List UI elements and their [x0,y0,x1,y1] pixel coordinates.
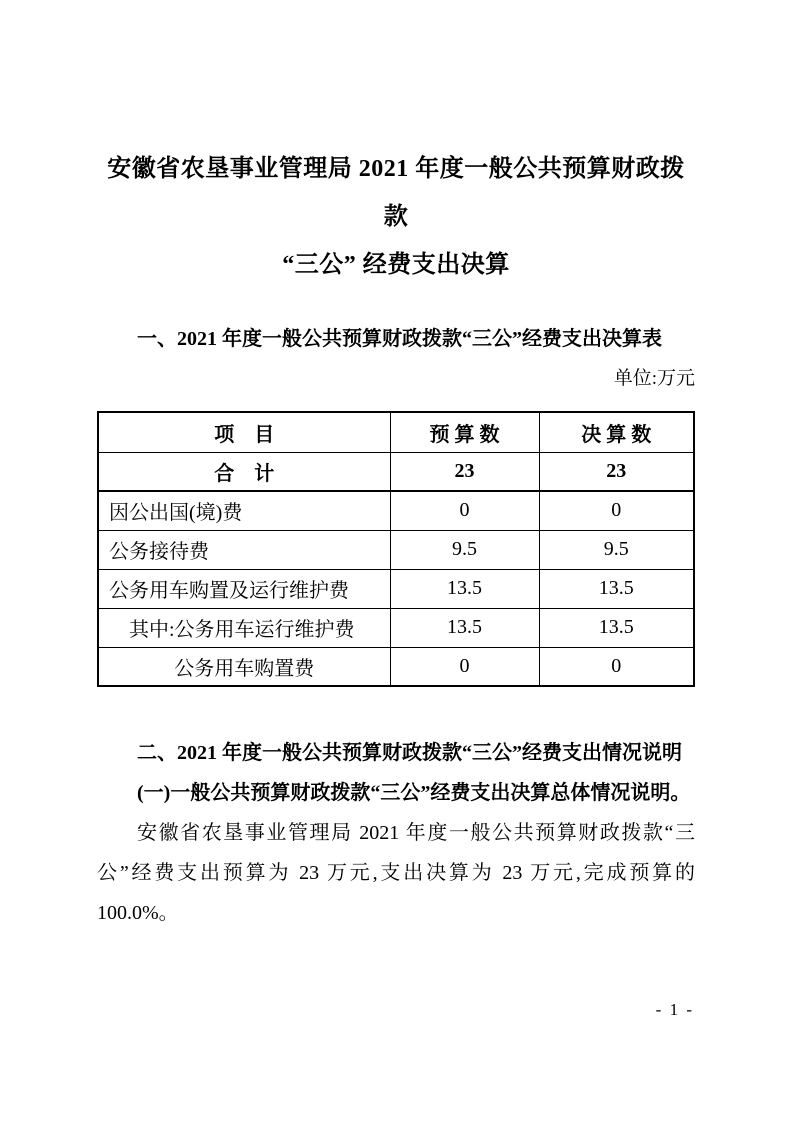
cell-budget: 0 [390,647,539,686]
cell-item: 公务接待费 [98,530,390,569]
cell-item: 公务用车购置费 [98,647,390,686]
column-header-item: 项 目 [98,412,390,452]
cell-final: 23 [539,452,694,491]
section-one-heading: 一、2021 年度一般公共预算财政拨款“三公”经费支出决算表 [137,328,662,350]
cell-budget: 0 [390,491,539,530]
unit-label: 单位:万元 [613,368,695,389]
table-row-vehicle-total-fee [98,569,694,608]
table-row-abroad-fee [98,491,694,530]
table-row-vehicle-operation-fee [98,608,694,647]
table-row-vehicle-purchase-fee [98,647,694,686]
cell-final: 13.5 [539,569,694,608]
cell-budget: 13.5 [390,608,539,647]
cell-final: 0 [539,647,694,686]
cell-item: 因公出国(境)费 [98,491,390,530]
section-two-heading: 二、2021 年度一般公共预算财政拨款“三公”经费支出情况说明 [137,742,682,764]
cell-final: 13.5 [539,608,694,647]
document-title-line2: “三公” 经费支出决算 [282,252,510,278]
cell-budget: 13.5 [390,569,539,608]
column-header-budget: 预 算 数 [390,412,539,452]
table-row-reception-fee [98,530,694,569]
document-title [97,145,695,289]
column-header-final: 决 算 数 [539,412,694,452]
cell-budget: 9.5 [390,530,539,569]
cell-item: 公务用车购置及运行维护费 [98,569,390,608]
cell-budget: 23 [390,452,539,491]
three-public-expenditure-table [97,411,695,687]
table-header-row [98,412,694,452]
cell-final: 9.5 [539,530,694,569]
document-title-line1: 安徽省农垦事业管理局 2021 年度一般公共预算财政拨款 [107,156,685,230]
summary-paragraph: 安徽省农垦事业管理局 2021 年度一般公共预算财政拨款“三公”经费支出预算为 23 万元,支出决算为 23 万元,完成预算的 100.0%。 [97,822,695,924]
cell-final: 0 [539,491,694,530]
cell-item: 合 计 [98,452,390,491]
cell-item: 其中:公务用车运行维护费 [98,608,390,647]
table-row-total [98,452,694,491]
page-number: - 1 - [655,1000,694,1019]
section-two-subheading: (一)一般公共预算财政拨款“三公”经费支出决算总体情况说明。 [137,782,691,804]
